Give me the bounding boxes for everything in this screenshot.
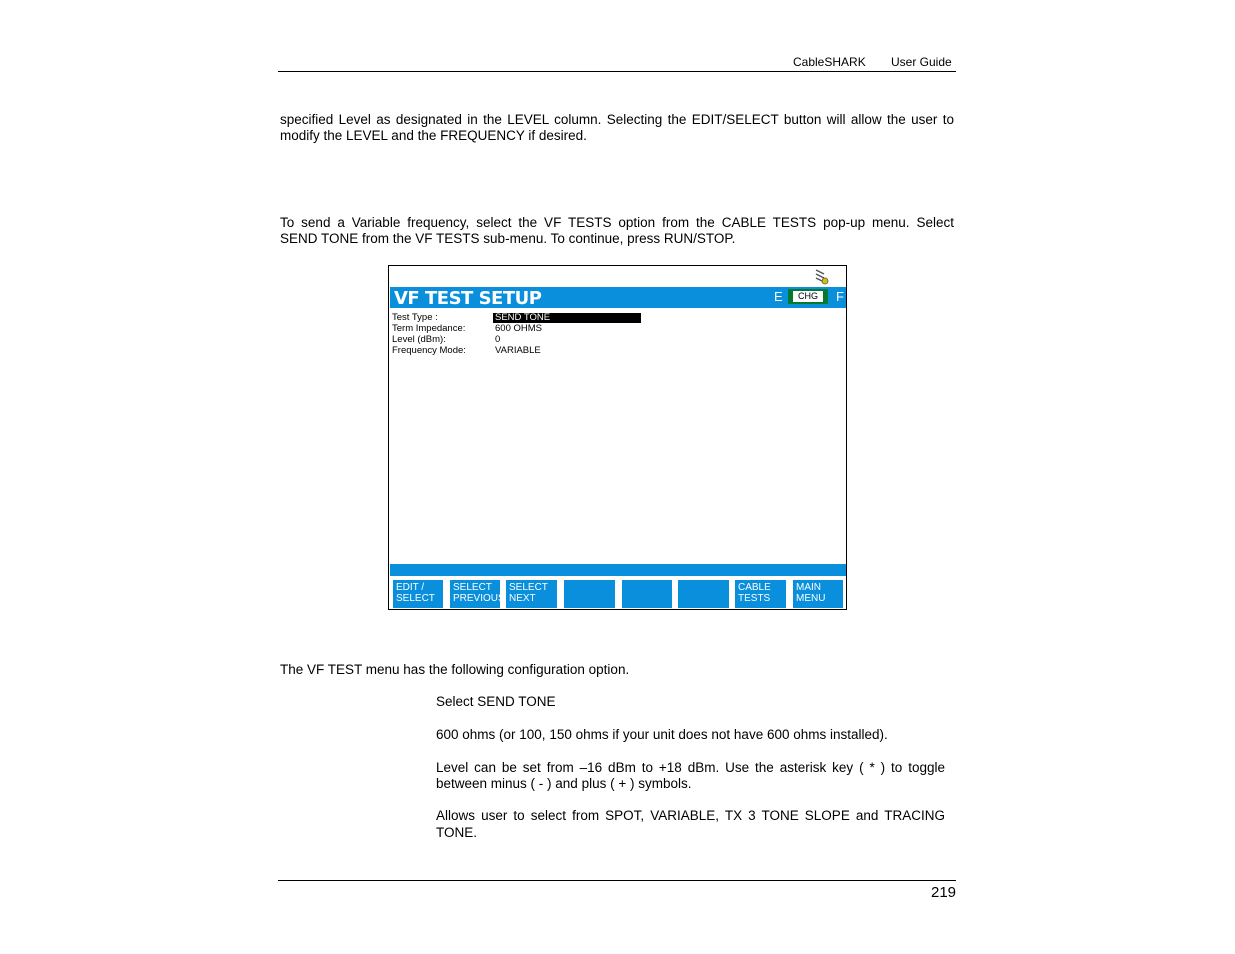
softkey-blank-4[interactable] — [564, 580, 615, 608]
softkey-blank-6[interactable] — [678, 580, 729, 608]
vf-test-setup-screen — [388, 265, 847, 610]
option-test-type-desc: Select SEND TONE — [436, 694, 556, 709]
header-product: CableSHARK — [793, 55, 866, 69]
paragraph-2-line-2: SEND TONE from the VF TESTS sub-menu. To continue, press RUN/STOP. — [280, 231, 736, 246]
page-number: 219 — [931, 884, 957, 901]
e-indicator: E — [774, 289, 783, 304]
field-label-frequency-mode: Frequency Mode: — [392, 345, 466, 356]
option-level-desc-line-2: between minus ( - ) and plus ( + ) symbols. — [436, 776, 692, 791]
softkey-cable-tests[interactable]: CABLE TESTS — [735, 580, 786, 608]
softkey-select-previous[interactable]: SELECT PREVIOUS — [450, 580, 500, 608]
screen-status-bar — [390, 564, 846, 576]
chg-label: CHG — [793, 291, 823, 302]
power-plug-icon — [812, 268, 830, 286]
field-value-level[interactable]: 0 — [495, 334, 501, 345]
field-label-test-type: Test Type : — [392, 312, 438, 323]
test-type-value: SEND TONE — [495, 312, 551, 323]
option-term-impedance-desc: 600 ohms (or 100, 150 ohms if your unit does not have 600 ohms installed). — [436, 727, 888, 742]
paragraph-3: The VF TEST menu has the following configuration option. — [280, 662, 630, 677]
softkey-main-menu[interactable]: MAIN MENU — [793, 580, 843, 608]
screen-title: VF TEST SETUP — [394, 288, 542, 309]
softkey-edit-select[interactable]: EDIT / SELECT — [393, 580, 443, 608]
field-value-frequency-mode[interactable]: VARIABLE — [495, 345, 541, 356]
softkey-select-next[interactable]: SELECT NEXT — [506, 580, 557, 608]
option-level-desc-line-1: Level can be set from –16 dBm to +18 dBm. Use the asterisk key ( * ) to toggle — [436, 760, 945, 775]
footer-divider — [278, 880, 956, 881]
f-indicator: F — [836, 289, 844, 304]
header-guide: User Guide — [891, 55, 952, 69]
paragraph-1-line-2: modify the LEVEL and the FREQUENCY if desired. — [280, 128, 587, 143]
chg-indicator — [788, 289, 828, 304]
paragraph-2-line-1: To send a Variable frequency, select the VF TESTS option from the CABLE TESTS pop-up menu. Select — [280, 215, 954, 230]
option-frequency-mode-desc-line-1: Allows user to select from SPOT, VARIABLE, TX 3 TONE SLOPE and TRACING — [436, 808, 945, 823]
option-frequency-mode-desc-line-2: TONE. — [436, 825, 478, 840]
header-divider — [278, 71, 956, 72]
screen-title-bar — [390, 287, 846, 308]
field-label-term-impedance: Term Impedance: — [392, 323, 466, 334]
field-value-test-type[interactable] — [493, 313, 641, 323]
field-value-term-impedance[interactable]: 600 OHMS — [495, 323, 542, 334]
softkey-blank-5[interactable] — [622, 580, 672, 608]
paragraph-1-line-1: specified Level as designated in the LEVEL column. Selecting the EDIT/SELECT button will allow the user to — [280, 112, 954, 127]
field-label-level: Level (dBm): — [392, 334, 446, 345]
